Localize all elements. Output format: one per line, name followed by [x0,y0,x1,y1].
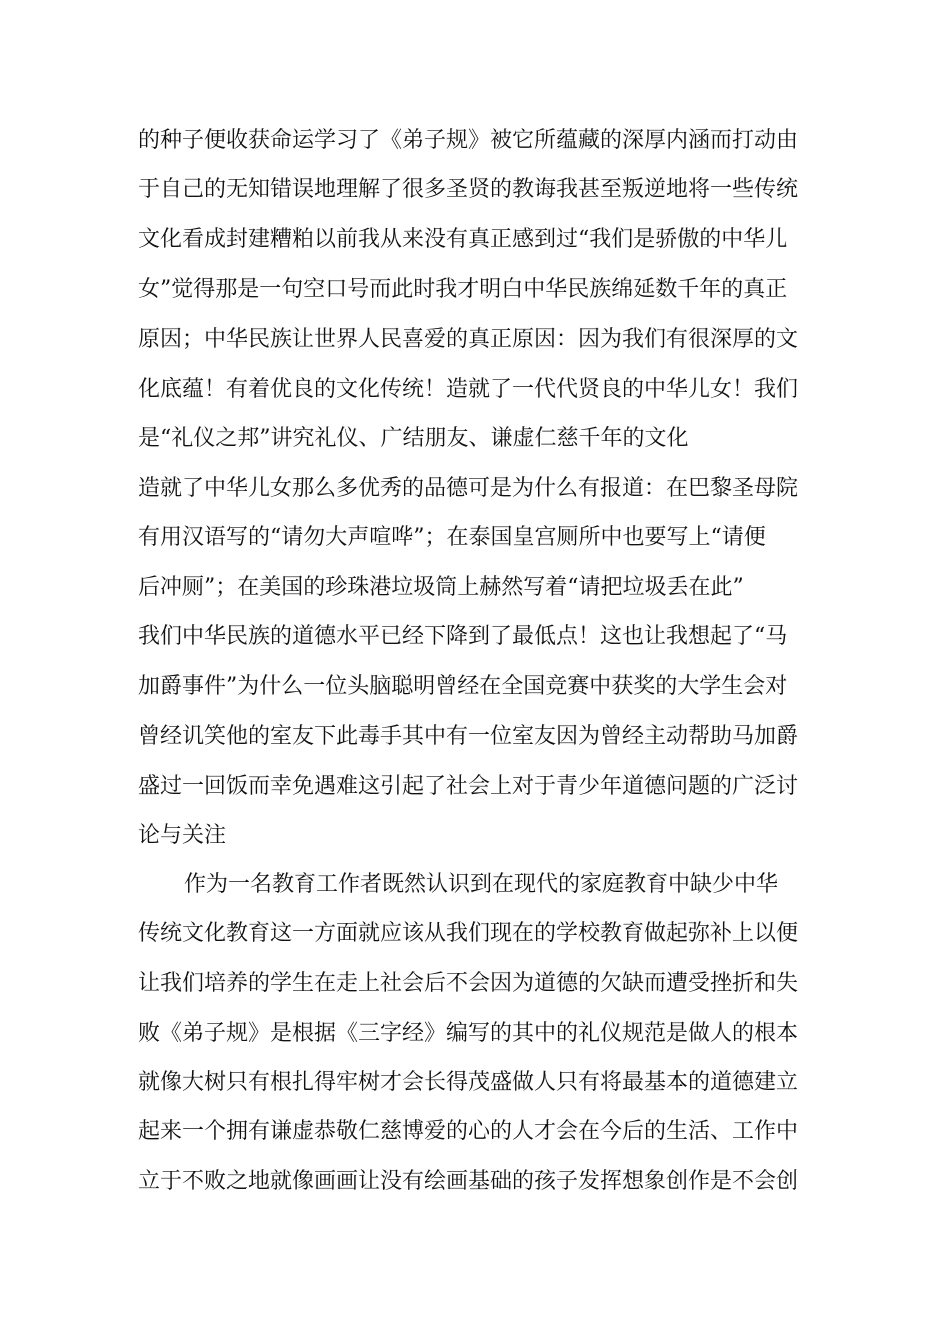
text-line: 论与关注 [138,823,227,848]
text-line: 女”觉得那是一句空口号而此时我才明白中华民族绵延数千年的真正 [138,277,788,302]
text-line: 加爵事件”为什么一位头脑聪明曾经在全国竞赛中获奖的大学生会对 [138,674,788,699]
text-line: 曾经讥笑他的室友下此毒手其中有一位室友因为曾经主动帮助马加爵 [138,724,799,749]
text-line: 让我们培养的学生在走上社会后不会因为道德的欠缺而遭受挫折和失 [138,971,799,996]
paragraph-first-line: 作为一名教育工作者既然认识到在现代的家庭教育中缺少中华 [184,872,779,897]
text-line: 就像大树只有根扎得牢树才会长得茂盛做人只有将最基本的道德建立 [138,1070,799,1095]
text-line: 有用汉语写的“请勿大声喧哗”；在泰国皇宫厕所中也要写上“请便 [138,525,766,550]
text-line: 化底蕴！有着优良的文化传统！造就了一代代贤良的中华儿女！我们 [138,377,799,402]
text-line: 原因；中华民族让世界人民喜爱的真正原因：因为我们有很深厚的文 [138,327,799,352]
text-line: 后冲厕”；在美国的珍珠港垃圾筒上赫然写着“请把垃圾丢在此” [138,575,744,600]
text-line: 于自己的无知错误地理解了很多圣贤的教诲我甚至叛逆地将一些传统 [138,177,799,202]
text-line: 我们中华民族的道德水平已经下降到了最低点！这也让我想起了“马 [138,624,788,649]
text-line: 起来一个拥有谦虚恭敬仁慈博爱的心的人才会在今后的生活、工作中 [138,1119,799,1144]
text-line: 造就了中华儿女那么多优秀的品德可是为什么有报道：在巴黎圣母院 [138,476,799,501]
text-line: 传统文化教育这一方面就应该从我们现在的学校教育做起弥补上以便 [138,921,799,946]
text-line: 是“礼仪之邦”讲究礼仪、广结朋友、谦虚仁慈千年的文化 [138,426,689,451]
text-line: 的种子便收获命运学习了《弟子规》被它所蕴藏的深厚内涵而打动由 [138,128,799,153]
text-line: 文化看成封建糟粕以前我从来没有真正感到过“我们是骄傲的中华儿 [138,227,788,252]
text-line: 立于不败之地就像画画让没有绘画基础的孩子发挥想象创作是不会创 [138,1169,799,1194]
text-line: 盛过一回饭而幸免遇难这引起了社会上对于青少年道德问题的广泛讨 [138,774,799,799]
text-line: 败《弟子规》是根据《三字经》编写的其中的礼仪规范是做人的根本 [138,1021,799,1046]
